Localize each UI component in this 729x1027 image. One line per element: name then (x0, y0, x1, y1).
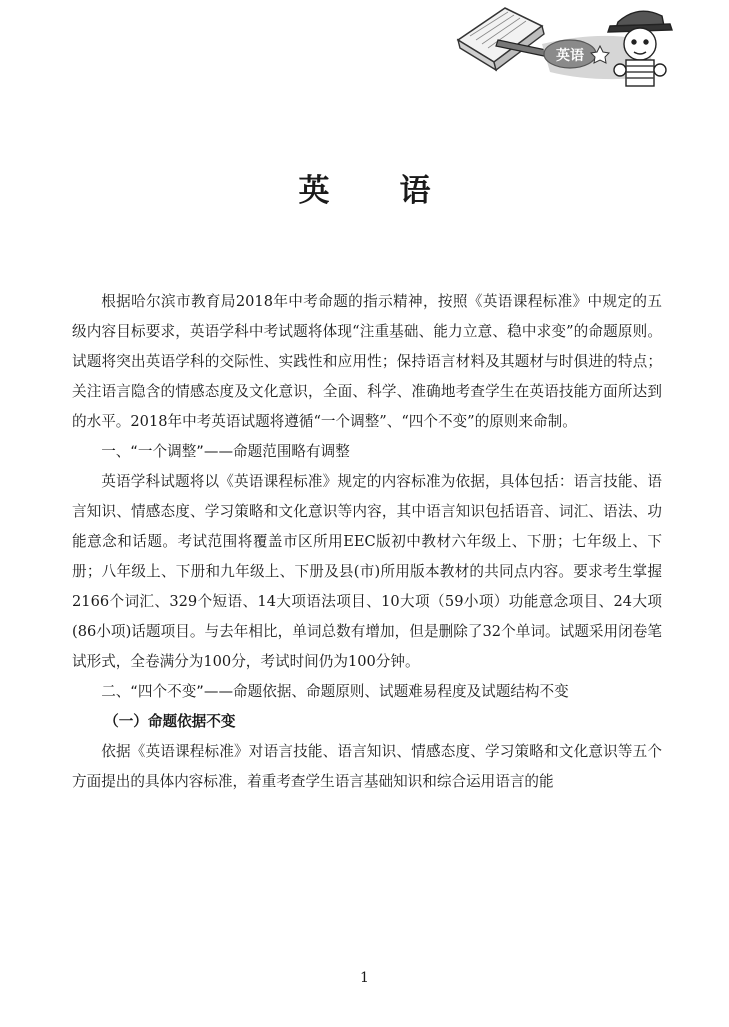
section-heading-2: 二、“四个不变”——命题依据、命题原则、试题难易程度及试题结构不变 (101, 683, 569, 700)
intro-paragraph: 根据哈尔滨市教育局2018年中考命题的指示精神，按照《英语课程标准》中规定的五级内容目标要求，英语学科中考试题将体现“注重基础、能力立意、稳中求变”的命题原则。试题将突出英语学科的交际性、实践性和应用性；保持语言材料及其题材与时俱进的特点；关注语言隐含的情感态度及文化意识，全面、科学、准确地考查学生在英语技能方面所达到的水平。2018年中考英语试题将遵循“一个调整”、“四个不变”的原则来命制。 (72, 293, 662, 430)
document-body (72, 287, 662, 797)
title-char-2: 语 (399, 173, 431, 209)
section-2-paragraph: 依据《英语课程标准》对语言技能、语言知识、情感态度、学习策略和文化意识等五个方面提出的具体内容标准，着重考查学生语言基础知识和综合运用语言的能 (72, 743, 662, 790)
subject-badge (544, 40, 596, 68)
title-char-1: 英 (298, 173, 330, 209)
page-title (0, 165, 729, 210)
header-illustration (450, 0, 729, 92)
section-heading-1: 一、“一个调整”——命题范围略有调整 (101, 443, 350, 460)
subject-badge-label: 英语 (556, 48, 584, 64)
page-number: 1 (360, 970, 369, 986)
section-1-paragraph: 英语学科试题将以《英语课程标准》规定的内容标准为依据，具体包括：语言技能、语言知识、情感态度、学习策略和文化意识等内容，其中语言知识包括语音、词汇、语法、功能意念和话题。考试范围将覆盖市区所用EEC版初中教材六年级上、下册；七年级上、下册；八年级上、下册和九年级上、下册及县(市)所用版本教材的共同点内容。要求考生掌握2166个词汇、329个短语、14大项语法项目、10大项（59小项）功能意念项目、24大项(86小项)话题项目。与去年相比，单词总数有增加，但是删除了32个单词。试题采用闭卷笔试形式，全卷满分为100分，考试时间仍为100分钟。 (72, 473, 662, 670)
open-book-icon (458, 8, 544, 70)
subsection-heading: （一）命题依据不变 (104, 713, 236, 730)
